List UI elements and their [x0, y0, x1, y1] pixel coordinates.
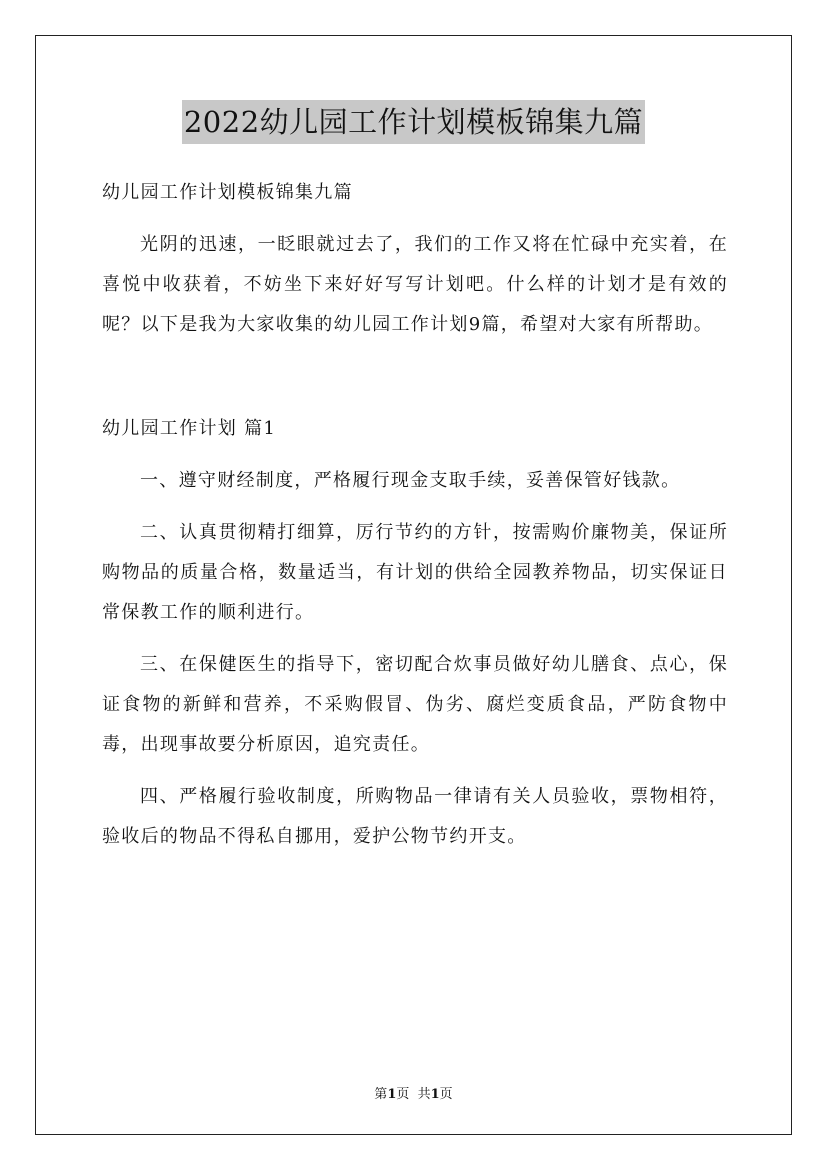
- subtitle: 幼儿园工作计划模板锦集九篇: [102, 182, 353, 203]
- footer-total-pages: 1: [430, 1087, 440, 1102]
- document-body: [102, 173, 728, 857]
- document-title: 2022幼儿园工作计划模板锦集九篇: [182, 100, 645, 144]
- item-paragraph-1: 一、遵守财经制度，严格履行现金支取手续，妥善保管好钱款。: [140, 470, 681, 491]
- footer-page-suffix: 页: [439, 1087, 453, 1102]
- footer-page-mid: 页 共: [396, 1087, 431, 1102]
- item-paragraph-2: 二、认真贯彻精打细算，厉行节约的方针，按需购价廉物美，保证所购物品的质量合格，数量适当，有计划的供给全园教养物品，切实保证日常保教工作的顺利进行。: [102, 522, 728, 623]
- item-paragraph-3: 三、在保健医生的指导下，密切配合炊事员做好幼儿膳食、点心，保证食物的新鲜和营养，不采购假冒、伪劣、腐烂变质食品，严防食物中毒，出现事故要分析原因，追究责任。: [102, 654, 728, 755]
- paragraph-gap: [102, 345, 728, 397]
- footer-page-number: 1: [387, 1087, 397, 1102]
- title-container: [0, 100, 827, 144]
- item-paragraph-4: 四、严格履行验收制度，所购物品一律请有关人员验收，票物相符，验收后的物品不得私自挪用，爱护公物节约开支。: [102, 786, 728, 847]
- intro-paragraph: 光阴的迅速，一眨眼就过去了，我们的工作又将在忙碌中充实着，在喜悦中收获着，不妨坐下来好好写写计划吧。什么样的计划才是有效的呢？以下是我为大家收集的幼儿园工作计划9篇，希望对大家有所帮助。: [102, 234, 728, 335]
- section-heading: 幼儿园工作计划 篇1: [102, 418, 277, 439]
- page-footer: [0, 1083, 827, 1102]
- footer-page-prefix: 第: [374, 1087, 388, 1102]
